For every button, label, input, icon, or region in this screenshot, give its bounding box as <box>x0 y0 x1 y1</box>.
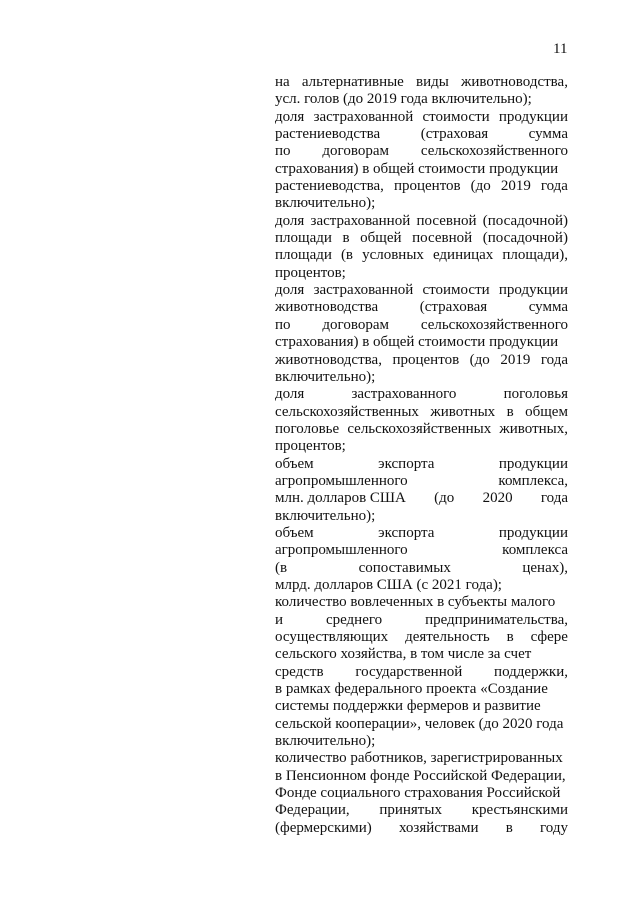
text-word: года <box>540 178 568 195</box>
text-word: виды <box>416 74 449 90</box>
text-line <box>275 143 568 160</box>
text-word: (посадочной) <box>482 230 568 247</box>
text-word: количество работников, зарегистрированных <box>275 750 563 767</box>
text-word: доля <box>275 386 305 403</box>
body-text <box>275 74 568 837</box>
text-word: сумма <box>528 126 568 143</box>
text-word: процентов; <box>275 264 346 281</box>
text-line <box>275 594 568 611</box>
text-line <box>275 178 568 195</box>
text-word: застрахованной <box>310 212 411 229</box>
text-word: сельскохозяйственных <box>275 403 419 420</box>
text-line <box>275 109 568 126</box>
text-word: договорам <box>322 316 389 333</box>
text-line <box>275 438 568 455</box>
text-word: году <box>540 819 568 836</box>
text-line <box>275 612 568 629</box>
text-word: процентов <box>392 351 460 368</box>
text-line <box>275 820 568 837</box>
text-line <box>275 508 568 525</box>
text-word: общем <box>525 403 568 420</box>
text-line <box>275 299 568 316</box>
text-word: общей <box>360 230 402 247</box>
text-word: (страховая <box>419 299 488 316</box>
text-word: 2019 <box>500 351 531 368</box>
text-line <box>275 733 568 750</box>
text-line <box>275 195 568 212</box>
text-word: комплекса <box>502 542 568 559</box>
text-word: площади <box>275 230 332 247</box>
text-word: экспорта <box>378 455 435 472</box>
text-word: застрахованной <box>313 108 414 125</box>
text-word: сельскохозяйственного <box>420 316 568 333</box>
text-word: среднего <box>325 611 383 628</box>
text-line <box>275 473 568 490</box>
text-line <box>275 161 568 178</box>
text-line <box>275 785 568 802</box>
text-line <box>275 681 568 698</box>
text-line <box>275 750 568 767</box>
text-word: года <box>540 351 568 368</box>
text-word: животноводства, <box>275 351 382 368</box>
text-word: (до <box>470 178 491 195</box>
page-number: 11 <box>553 41 568 57</box>
text-word: сельскохозяйственного <box>420 143 568 160</box>
text-word: Федерации, <box>275 802 350 819</box>
text-word: в <box>506 629 514 645</box>
text-word: площади <box>275 247 332 264</box>
text-word: стоимости <box>422 282 490 299</box>
text-line <box>275 664 568 681</box>
text-word: предпринимательства, <box>425 611 568 628</box>
text-line <box>275 386 568 403</box>
text-line <box>275 421 568 438</box>
text-word: растениеводства, <box>275 178 384 195</box>
text-word: и <box>275 611 284 628</box>
text-word: страхования) в общей стоимости продукции <box>275 160 559 177</box>
text-line <box>275 213 568 230</box>
text-word: сфере <box>530 629 568 645</box>
text-word: договорам <box>322 143 389 160</box>
text-line <box>275 404 568 421</box>
text-line <box>275 369 568 386</box>
text-word: поголовье <box>275 420 340 437</box>
text-word: животных, <box>499 420 568 437</box>
text-word: осуществляющих <box>275 629 389 645</box>
text-line <box>275 768 568 785</box>
text-line <box>275 282 568 299</box>
text-word: государственной <box>355 663 463 680</box>
text-line <box>275 317 568 334</box>
text-word: на <box>275 74 290 90</box>
text-word: страхования) в общей стоимости продукции <box>275 334 559 351</box>
text-word: млн. долларов США <box>275 490 406 507</box>
text-word: (фермерскими) <box>275 819 372 836</box>
text-word: принятых <box>379 802 442 819</box>
text-word: процентов <box>393 178 461 195</box>
text-line <box>275 456 568 473</box>
text-word: количество вовлеченных в субъекты малого <box>275 594 556 611</box>
text-word: включительно); <box>275 733 376 750</box>
text-line <box>275 802 568 819</box>
text-word: 2020 <box>482 490 513 507</box>
text-word: (в <box>340 247 354 264</box>
text-word: животноводства, <box>461 74 568 90</box>
text-word: 2019 <box>500 178 531 195</box>
text-line <box>275 577 568 594</box>
text-word: включительно); <box>275 368 376 385</box>
text-word: крестьянскими <box>471 802 568 819</box>
text-word: ценах), <box>522 559 568 576</box>
text-word: (до <box>469 351 490 368</box>
text-word: в <box>505 819 513 836</box>
text-line <box>275 265 568 282</box>
text-word: продукции <box>498 524 568 541</box>
text-word: посевной <box>416 212 477 229</box>
text-word: доля <box>275 282 305 299</box>
text-line <box>275 334 568 351</box>
text-word: доля <box>275 108 305 125</box>
text-word: экспорта <box>378 524 435 541</box>
text-word: млрд. долларов США (с 2021 года); <box>275 576 502 593</box>
text-word: доля <box>275 212 305 229</box>
text-line <box>275 91 568 108</box>
text-word: (посадочной) <box>482 212 568 229</box>
text-word: животноводства <box>275 299 379 316</box>
text-line <box>275 646 568 663</box>
text-word: сельского хозяйства, в том числе за счет <box>275 646 532 663</box>
text-word: включительно); <box>275 195 376 212</box>
text-word: поддержки, <box>494 663 568 680</box>
text-word: процентов; <box>275 438 346 455</box>
text-word: включительно); <box>275 507 376 524</box>
text-line <box>275 74 568 91</box>
text-word: по <box>275 143 291 160</box>
text-word: сельской кооперации», человек (до 2020 года <box>275 715 564 732</box>
text-word: поголовья <box>503 386 568 403</box>
text-word: сумма <box>528 299 568 316</box>
text-word: сопоставимых <box>358 559 451 576</box>
text-line <box>275 716 568 733</box>
text-line <box>275 560 568 577</box>
text-word: хозяйствами <box>398 819 479 836</box>
text-word: растениеводства <box>275 126 381 143</box>
text-word: в <box>342 230 350 247</box>
text-word: системы поддержки фермеров и развитие <box>275 698 541 715</box>
text-line <box>275 247 568 264</box>
text-word: усл. голов (до 2019 года включительно); <box>275 91 532 108</box>
text-word: сельскохозяйственных <box>347 420 492 437</box>
text-word: животных <box>430 403 496 420</box>
text-line <box>275 490 568 507</box>
text-word: средств <box>275 663 324 680</box>
text-word: объем <box>275 455 314 472</box>
text-word: альтернативные <box>301 74 404 90</box>
text-word: в рамках федерального проекта «Создание <box>275 681 548 698</box>
text-word: посевной <box>412 230 473 247</box>
text-word: (в <box>275 559 288 576</box>
text-line <box>275 126 568 143</box>
text-word: объем <box>275 524 314 541</box>
text-word: деятельность <box>405 629 490 645</box>
text-word: условных <box>362 247 424 264</box>
text-word: агропромышленного <box>275 472 408 489</box>
text-line <box>275 230 568 247</box>
text-word: агропромышленного <box>275 542 408 559</box>
text-word: стоимости <box>422 108 490 125</box>
text-word: продукции <box>498 455 568 472</box>
text-word: комплекса, <box>498 472 568 489</box>
text-line <box>275 352 568 369</box>
text-word: застрахованной <box>313 282 414 299</box>
text-word: застрахованного <box>351 386 457 403</box>
text-line <box>275 542 568 559</box>
text-word: Фонде социального страхования Российской <box>275 785 561 802</box>
text-word: в <box>506 403 514 420</box>
text-line <box>275 629 568 646</box>
text-word: (страховая <box>420 126 489 143</box>
text-word: года <box>540 490 568 507</box>
text-line <box>275 525 568 542</box>
text-word: продукции <box>498 108 568 125</box>
text-word: продукции <box>498 282 568 299</box>
text-word: в Пенсионном фонде Российской Федерации, <box>275 767 566 784</box>
text-word: площади), <box>502 247 568 264</box>
text-word: (до <box>434 490 455 507</box>
text-word: по <box>275 316 291 333</box>
text-line <box>275 698 568 715</box>
text-word: единицах <box>432 247 494 264</box>
